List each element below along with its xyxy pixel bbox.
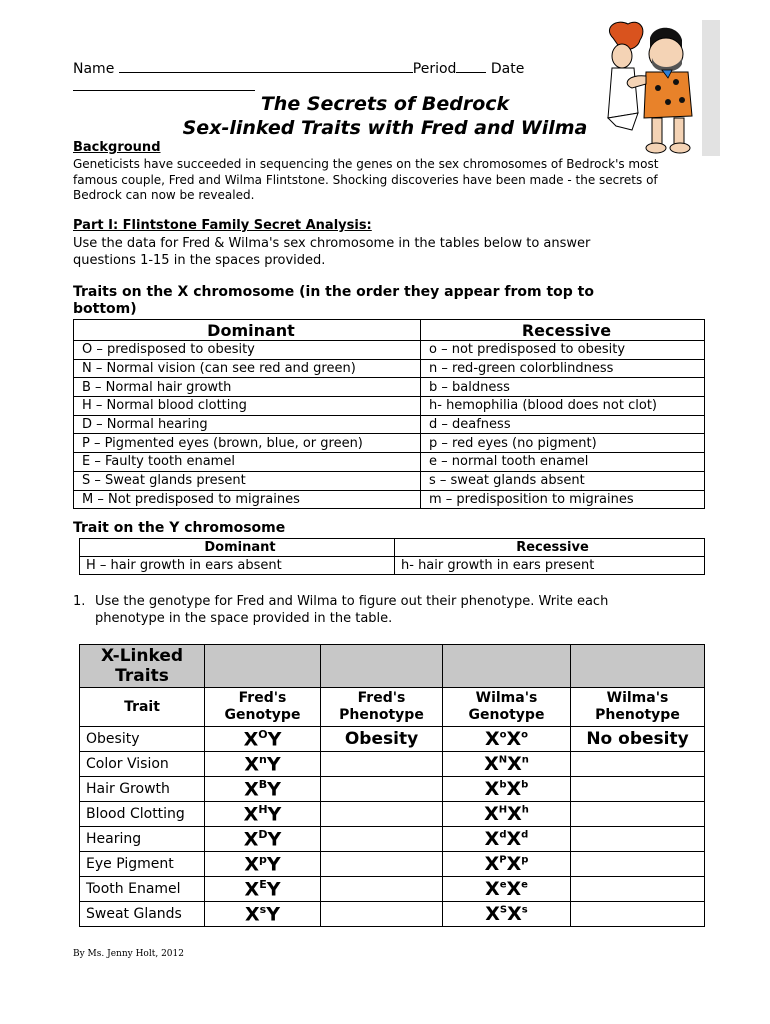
header-line: Phenotype	[595, 707, 680, 723]
genotype-base: X	[243, 828, 259, 851]
background-line: Bedrock can now be revealed.	[73, 188, 255, 202]
trait-cell: Hair Growth	[80, 777, 205, 802]
genotype-base: X	[507, 903, 522, 925]
genotype-base: X	[484, 828, 500, 850]
wilma-phenotype-cell[interactable]	[571, 827, 705, 852]
x-traits-heading-line: bottom)	[73, 301, 137, 317]
allele-superscript: S	[499, 904, 508, 916]
table-row	[80, 827, 705, 852]
background-line: famous couple, Fred and Wilma Flintstone. Shocking discoveries have been made - the secrets of	[73, 172, 658, 187]
period-label: Period	[412, 61, 457, 77]
column-header-row	[80, 688, 705, 727]
date-label: Date	[490, 61, 525, 77]
allele-superscript: e	[499, 879, 507, 891]
genotype-base: X	[506, 728, 522, 750]
x-traits-heading-line: Traits on the X chromosome (in the order they appear from top to	[73, 284, 594, 300]
trait-cell: Eye Pigment	[80, 852, 205, 877]
x-traits-table	[73, 319, 705, 509]
recessive-cell: s – sweat glands absent	[421, 471, 705, 490]
trait-cell: Hearing	[80, 827, 205, 852]
dominant-cell: P – Pigmented eyes (brown, blue, or green)	[74, 434, 421, 453]
x-linked-label: X-Linked	[100, 646, 184, 666]
wilma-phenotype-cell[interactable]: No obesity	[571, 727, 705, 752]
x-linked-traits-label	[80, 645, 205, 688]
fred-genotype-cell	[205, 877, 321, 902]
recessive-cell: d – deafness	[421, 415, 705, 434]
wilma-genotype-cell	[443, 727, 571, 752]
allele-superscript: H	[498, 804, 508, 816]
header-line: Fred's	[238, 690, 287, 706]
fred-genotype-cell	[205, 827, 321, 852]
dominant-header: Dominant	[74, 320, 421, 341]
dominant-cell: N – Normal vision (can see red and green)	[74, 359, 421, 378]
recessive-cell: m – predisposition to migraines	[421, 490, 705, 509]
table-row	[74, 434, 705, 453]
genotype-base: X	[506, 853, 522, 875]
date-blank[interactable]	[73, 90, 255, 91]
dominant-header: Dominant	[80, 539, 395, 557]
name-label: Name	[73, 61, 115, 77]
table-row	[74, 359, 705, 378]
header-line: Phenotype	[339, 707, 424, 723]
recessive-header: Recessive	[395, 539, 705, 557]
y-chromosome: Y	[266, 753, 281, 776]
table-row	[80, 902, 705, 927]
table-row	[74, 471, 705, 490]
genotype-base: X	[243, 728, 259, 751]
fred-phenotype-cell[interactable]: Obesity	[321, 727, 443, 752]
genotype-base: X	[244, 753, 260, 776]
wilma-genotype-cell	[443, 852, 571, 877]
trait-cell: Color Vision	[80, 752, 205, 777]
table-row	[74, 453, 705, 472]
header-line: Fred's	[357, 690, 406, 706]
fred-genotype-cell	[205, 902, 321, 927]
allele-superscript: E	[259, 877, 267, 891]
background-text	[73, 157, 658, 204]
y-traits-heading: Trait on the Y chromosome	[73, 520, 286, 536]
genotype-base: X	[484, 803, 499, 825]
recessive-cell: n – red-green colorblindness	[421, 359, 705, 378]
title-line-1: The Secrets of Bedrock	[260, 93, 510, 115]
wilma-genotype-cell	[443, 827, 571, 852]
allele-superscript: s	[259, 902, 267, 916]
recessive-cell: h- hemophilia (blood does not clot)	[421, 397, 705, 416]
table-row	[74, 415, 705, 434]
table-row	[74, 341, 705, 360]
wilma-phenotype-cell[interactable]	[571, 752, 705, 777]
trait-cell: Tooth Enamel	[80, 877, 205, 902]
header-line: Wilma's	[475, 690, 538, 706]
trait-cell: Obesity	[80, 727, 205, 752]
allele-superscript: e	[521, 879, 528, 891]
table-header-row	[74, 320, 705, 341]
recessive-cell: o – not predisposed to obesity	[421, 341, 705, 360]
y-chromosome: Y	[266, 853, 281, 876]
y-chromosome: Y	[267, 728, 282, 751]
table-row	[74, 490, 705, 509]
allele-superscript: P	[499, 854, 507, 866]
table-row	[80, 557, 705, 575]
table-row	[74, 378, 705, 397]
fred-phenotype-cell[interactable]	[321, 902, 443, 927]
footer-credit: By Ms. Jenny Holt, 2012	[73, 949, 184, 959]
y-chromosome: Y	[267, 778, 281, 801]
genotype-base: X	[484, 853, 500, 875]
allele-superscript: p	[521, 854, 529, 866]
question-line: Use the genotype for Fred and Wilma to figure out their phenotype. Write each	[95, 594, 609, 609]
dominant-cell: B – Normal hair growth	[74, 378, 421, 397]
trait-cell: Blood Clotting	[80, 802, 205, 827]
wilma-phenotype-cell[interactable]	[571, 902, 705, 927]
allele-superscript: o	[521, 729, 529, 741]
part1-line: questions 1-15 in the spaces provided.	[73, 253, 326, 268]
question-line: phenotype in the space provided in the table.	[95, 611, 393, 626]
genotype-base: X	[244, 778, 259, 801]
allele-superscript: s	[521, 904, 528, 916]
allele-superscript: n	[521, 754, 529, 766]
dominant-cell: H – Normal blood clotting	[74, 397, 421, 416]
blank-header-cell	[571, 645, 705, 688]
recessive-cell: b – baldness	[421, 378, 705, 397]
dominant-cell: H – hair growth in ears absent	[80, 557, 395, 575]
trait-header: Trait	[80, 688, 205, 727]
allele-superscript: D	[258, 827, 268, 841]
period-blank[interactable]	[456, 57, 486, 73]
wilma-genotype-cell	[443, 877, 571, 902]
genotype-phenotype-table	[79, 644, 705, 927]
recessive-cell: h- hair growth in ears present	[395, 557, 705, 575]
fred-genotype-cell	[205, 777, 321, 802]
name-period-date-line	[73, 57, 524, 77]
wilma-genotype-cell	[443, 752, 571, 777]
allele-superscript: b	[499, 779, 507, 791]
allele-superscript: h	[521, 804, 529, 816]
part1-line: Use the data for Fred & Wilma's sex chromosome in the tables below to answer	[73, 236, 591, 251]
question-1	[73, 593, 609, 626]
recessive-cell: p – red eyes (no pigment)	[421, 434, 705, 453]
blank-header-cell	[321, 645, 443, 688]
dominant-cell: S – Sweat glands present	[74, 471, 421, 490]
allele-superscript: o	[499, 729, 507, 741]
recessive-header: Recessive	[421, 320, 705, 341]
dominant-cell: E – Faulty tooth enamel	[74, 453, 421, 472]
allele-superscript: H	[258, 802, 268, 816]
genotype-base: X	[507, 753, 522, 775]
allele-superscript: N	[498, 754, 508, 766]
wilma-genotype-cell	[443, 777, 571, 802]
y-traits-table	[79, 538, 705, 575]
header-line: Wilma's	[606, 690, 669, 706]
question-text	[95, 593, 608, 627]
fred-phenotype-header	[321, 688, 443, 727]
fred-genotype-cell	[205, 852, 321, 877]
trait-cell: Sweat Glands	[80, 902, 205, 927]
fred-genotype-cell	[205, 752, 321, 777]
table-header-row	[80, 539, 705, 557]
part1-heading: Part I: Flintstone Family Secret Analysis:	[73, 218, 372, 233]
genotype-base: X	[506, 878, 522, 900]
dominant-cell: O – predisposed to obesity	[74, 341, 421, 360]
allele-superscript: d	[499, 829, 507, 841]
allele-superscript: n	[259, 752, 267, 766]
genotype-base: X	[485, 878, 500, 900]
question-number: 1.	[73, 594, 86, 609]
genotype-base: X	[244, 878, 260, 901]
header-line: Genotype	[468, 707, 545, 723]
wilma-phenotype-cell[interactable]	[571, 877, 705, 902]
fred-phenotype-cell[interactable]	[321, 752, 443, 777]
genotype-base: X	[484, 753, 499, 775]
fred-genotype-cell	[205, 727, 321, 752]
dominant-cell: D – Normal hearing	[74, 415, 421, 434]
title-line-2: Sex-linked Traits with Fred and Wilma	[182, 117, 588, 139]
genotype-base: X	[243, 803, 259, 826]
allele-superscript: O	[258, 727, 268, 741]
genotype-base: X	[507, 803, 522, 825]
allele-superscript: b	[521, 779, 529, 791]
header-line: Genotype	[224, 707, 301, 723]
genotype-base: X	[506, 828, 522, 850]
genotype-base: X	[484, 728, 500, 750]
table-title-row	[80, 645, 705, 688]
table-row	[80, 802, 705, 827]
part1-text	[73, 235, 590, 269]
wilma-phenotype-cell[interactable]	[571, 777, 705, 802]
fred-phenotype-cell[interactable]	[321, 827, 443, 852]
genotype-base: X	[506, 778, 522, 800]
fred-phenotype-cell[interactable]	[321, 802, 443, 827]
traits-label: Traits	[115, 666, 169, 686]
wilma-phenotype-cell[interactable]	[571, 852, 705, 877]
wilma-genotype-cell	[443, 802, 571, 827]
y-chromosome: Y	[267, 803, 282, 826]
table-row	[74, 397, 705, 416]
y-chromosome: Y	[266, 903, 280, 926]
dominant-cell: M – Not predisposed to migraines	[74, 490, 421, 509]
y-chromosome: Y	[266, 878, 281, 901]
wilma-phenotype-cell[interactable]	[571, 802, 705, 827]
allele-superscript: d	[521, 829, 529, 841]
background-line: Geneticists have succeeded in sequencing the genes on the sex chromosomes of Bedrock's most	[73, 157, 659, 171]
genotype-base: X	[244, 853, 259, 876]
fred-genotype-header	[205, 688, 321, 727]
genotype-base: X	[485, 903, 500, 925]
x-traits-heading	[73, 284, 594, 318]
background-heading: Background	[73, 140, 161, 155]
table-row	[80, 877, 705, 902]
table-row	[80, 727, 705, 752]
fred-phenotype-cell[interactable]	[321, 877, 443, 902]
recessive-cell: e – normal tooth enamel	[421, 453, 705, 472]
allele-superscript: B	[258, 777, 268, 791]
y-chromosome: Y	[267, 828, 282, 851]
fred-phenotype-cell[interactable]	[321, 852, 443, 877]
table-row	[80, 752, 705, 777]
fred-genotype-cell	[205, 802, 321, 827]
allele-superscript: p	[259, 852, 267, 866]
wilma-phenotype-header	[571, 688, 705, 727]
fred-phenotype-cell[interactable]	[321, 777, 443, 802]
table-row	[80, 852, 705, 877]
wilma-genotype-header	[443, 688, 571, 727]
genotype-base: X	[245, 903, 260, 926]
blank-header-cell	[205, 645, 321, 688]
blank-header-cell	[443, 645, 571, 688]
table-row	[80, 777, 705, 802]
name-blank[interactable]	[119, 57, 413, 73]
wilma-genotype-cell	[443, 902, 571, 927]
genotype-base: X	[484, 778, 500, 800]
